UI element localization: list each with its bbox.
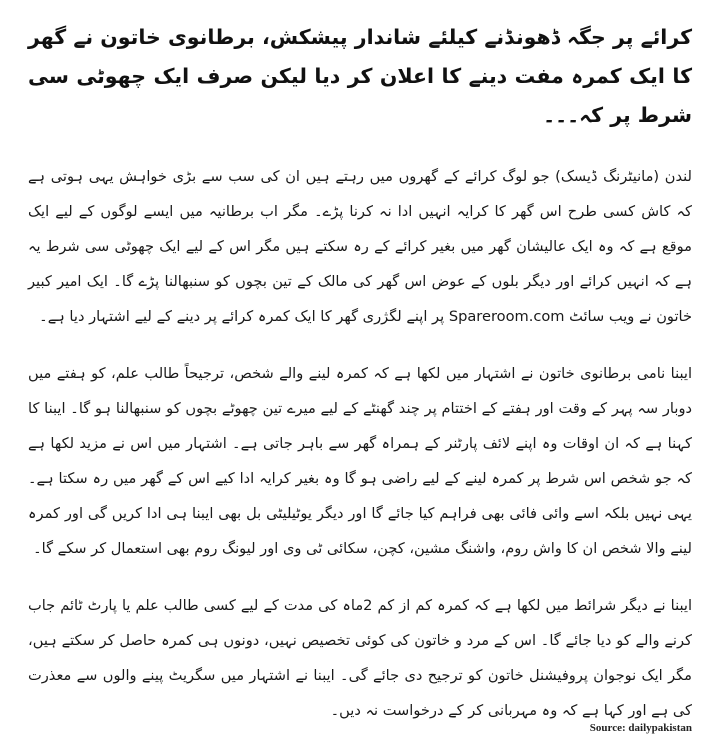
headline: کرائے پر جگہ ڈھونڈنے کیلئے شاندار پیشکش، برطانوی خاتون نے گھر کا ایک کمرہ مفت دینے کا اعلان کر دیا لیکن صرف ایک چھوٹی سی شرط پر کہ۔۔۔: [28, 25, 692, 127]
paragraph-conditions: ایبنا نامی برطانوی خاتون نے اشتہار میں لکھا ہے کہ کمرہ لینے والے شخص، ترجیحاً طالب علم، کو ہفتے میں دوبار سہ پہر کے وقت اور ہفتے کے اختتام پر چند گھنٹے کے لیے میرے تین چھوٹے بچوں کو سنبھالنا ہو گا۔ ایبنا کا کہنا ہے کہ ان اوقات وہ اپنے لائف پارٹنر کے ہمراہ گھر سے باہر جاتی ہے۔ اشتہار میں اس نے مزید لکھا ہے کہ جو شخص اس شرط پر کمرہ لینے کے لیے راضی ہو گا وہ بغیر کرایہ ادا کیے اس کے گھر میں رہ سکتا ہے۔ یہی نہیں بلکہ اسے وائی فائی بھی فراہم کیا جائے گا اور دیگر یوٹیلیٹی بل بھی ایبنا ہی ادا کریں گی اور کمرہ لینے والا شخص ان کا واش روم، واشنگ مشین، کچن، سکائی ٹی وی اور لیونگ روم بھی استعمال کر سکے گا۔: [28, 365, 692, 557]
paragraph-intro: لندن (مانیٹرنگ ڈیسک) جو لوگ کرائے کے گھروں میں رہتے ہیں ان کی سب سے بڑی خواہش یہی ہوتی ہے کہ کاش کسی طرح اس گھر کا کرایہ انہیں ادا نہ کرنا پڑے۔ مگر اب برطانیہ میں ایسے لوگوں کے لیے ایک موقع ہے کہ وہ ایک عالیشان گھر میں بغیر کرائے کے رہ سکتے ہیں مگر اس کے لیے ایک چھوٹی سی شرط یہ ہے کہ انہیں کرائے اور دیگر بلوں کے عوض اس گھر کی مالک کے تین بچوں کو سنبھالنا پڑے گا۔ ایک امیر کبیر خاتون نے ویب سائٹ Spareroom.com پر اپنے لگژری گھر کا ایک کمرہ کرائے پر دینے کے لیے اشتہار دیا ہے۔: [28, 168, 692, 325]
source-value: dailypakistan: [628, 722, 692, 734]
article: [28, 18, 692, 750]
paragraph-other-terms: ایبنا نے دیگر شرائط میں لکھا ہے کہ کمرہ کم از کم 2ماہ کی مدت کے لیے کسی طالب علم یا پارٹ ٹائم جاب کرنے والے کو دیا جائے گا۔ اس کے مرد و خاتون کی کوئی تخصیص نہیں، دونوں ہی کمرہ حاصل کر سکتے ہیں، مگر ایک نوجوان پروفیشنل خاتون کو ترجیح دی جائے گی۔ ایبنا نے اشتہار میں سگریٹ پینے والوں سے معذرت کی ہے اور کہا ہے کہ وہ مہربانی کر کے درخواست نہ دیں۔: [28, 597, 692, 719]
source-credit: [590, 722, 692, 734]
source-label: Source:: [589, 722, 626, 734]
